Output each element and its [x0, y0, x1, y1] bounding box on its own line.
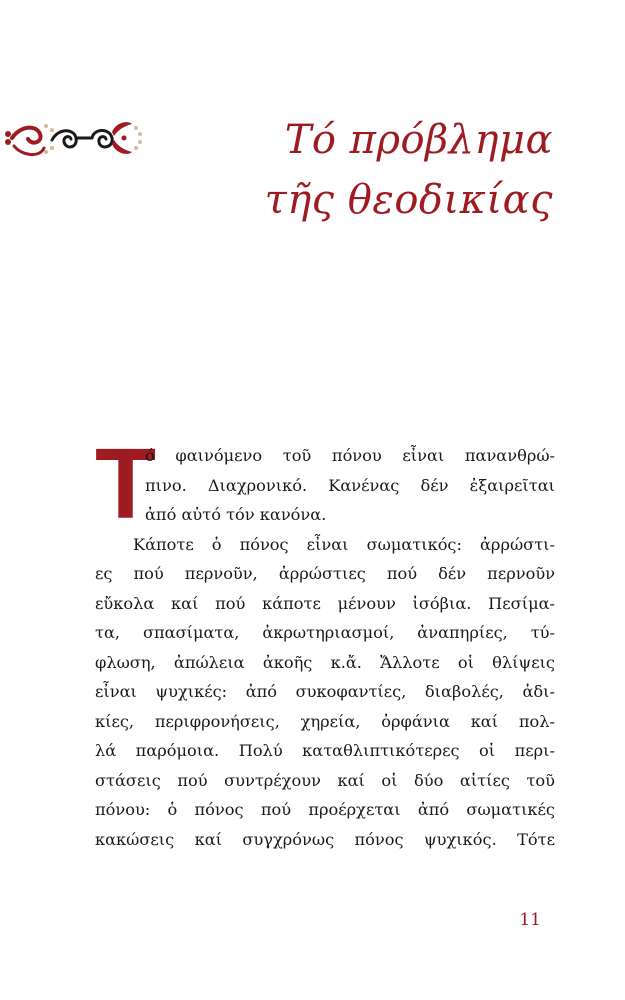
- body-line: φλωση, ἀπώλεια ἀκοῆς κ.ἄ. Ἄλλοτε οἱ θλίψεις: [95, 652, 555, 672]
- body-line: εἶναι ψυχικές: ἀπό συκοφαντίες, διαβολές, ἀδι-: [95, 682, 555, 701]
- scroll-ornament-icon: [0, 108, 150, 168]
- chapter-title-line-1: Τό πρόβλημα: [284, 117, 553, 163]
- body-line: ες πού περνοῦν, ἀρρώστιες πού δέν περνοῦν: [95, 564, 555, 583]
- page-number: 11: [519, 910, 541, 930]
- chapter-title: [265, 110, 553, 230]
- body-line: ό φαινόμενο τοῦ πόνου εἶναι πανανθρώ-: [145, 446, 555, 465]
- body-text: [95, 428, 555, 854]
- body-line: κίες, περιφρονήσεις, χηρεία, ὀρφάνια καί πολ-: [95, 711, 555, 731]
- body-line: στάσεις πού συντρέχουν καί οἱ δύο αἰτίες τοῦ: [95, 770, 555, 790]
- body-line: λά παρόμοια. Πολύ καταθλιπτικότερες οἱ περι-: [95, 741, 555, 760]
- body-line: πόνου: ὁ πόνος πού προέρχεται ἀπό σωματικές: [95, 800, 555, 819]
- body-line: εὔκολα καί πού κάποτε μένουν ἰσόβια. Πεσίμα-: [95, 593, 555, 613]
- body-line: ἀπό αὐτό τόν κανόνα.: [145, 505, 327, 524]
- body-line: τα, σπασίματα, ἀκρωτηριασμοί, ἀναπηρίες, τύ-: [95, 623, 555, 642]
- body-line: κακώσεις καί συγχρόνως πόνος ψυχικός. Τότε: [95, 829, 555, 849]
- body-line: Κάποτε ὁ πόνος εἶναι σωματικός: ἀρρώστι-: [133, 534, 555, 554]
- body-line: πινο. Διαχρονικό. Κανένας δέν ἐξαιρεῖται: [145, 475, 555, 495]
- chapter-title-line-2: τῆς θεοδικίας: [264, 177, 553, 223]
- drop-cap: Τ: [95, 428, 157, 540]
